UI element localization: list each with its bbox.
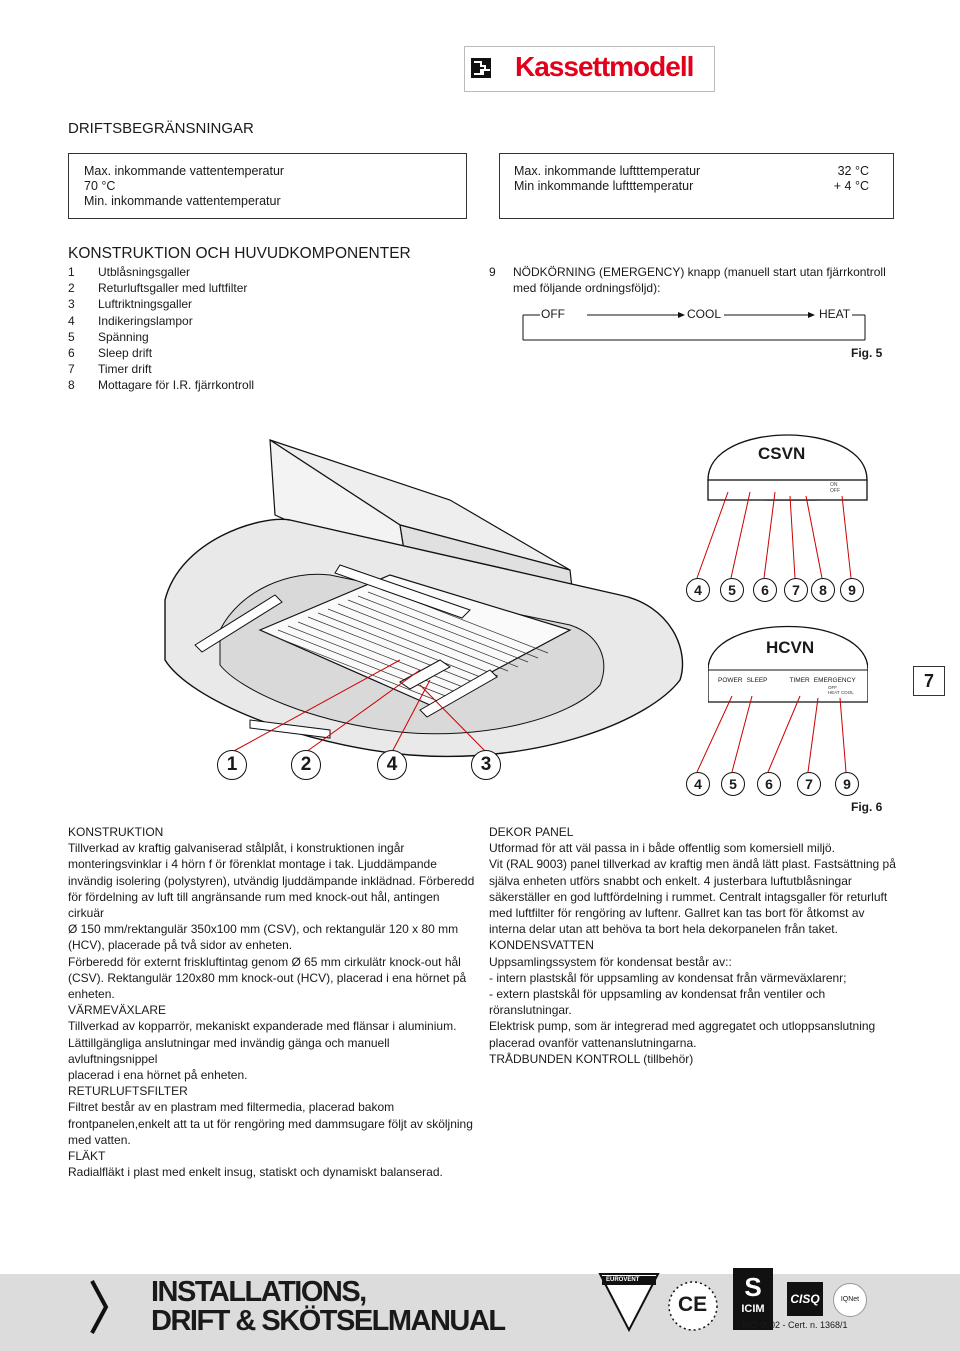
callout-circle: 3 xyxy=(471,750,501,780)
item-num: 6 xyxy=(68,346,75,361)
sequence-cool: COOL xyxy=(687,307,722,321)
left-line: KONSTRUKTION xyxy=(68,825,164,839)
item-num: 1 xyxy=(68,265,75,279)
fig5-label: Fig. 5 xyxy=(851,346,883,360)
left-line: frontpanelen,enkelt att ta ut för rengöring med dammsugare följt av sköljning xyxy=(68,1116,473,1131)
fig6-label: Fig. 6 xyxy=(851,800,883,814)
callout-circle: 1 xyxy=(217,750,247,780)
side-callout-box: 7 xyxy=(913,666,945,696)
icim-label: ICIM xyxy=(741,1303,765,1315)
panel-text xyxy=(489,824,899,1067)
icim-mark: S xyxy=(744,1272,762,1302)
callout-circle: 9 xyxy=(840,578,864,602)
left-line: placerad i ena hörnet på enheten. xyxy=(68,1068,248,1083)
hcvn-label: HCVN xyxy=(766,638,815,657)
right-line: placerad ovanför vattenanslutningarna. xyxy=(489,1035,697,1050)
csvn-on: ON xyxy=(830,482,838,488)
callout-circle: 4 xyxy=(686,772,710,796)
left-line: med vatten. xyxy=(68,1132,131,1147)
air-label: Min inkommande luftttemperatur xyxy=(514,179,694,193)
construction-text xyxy=(68,824,478,1180)
water-line-2: 70 °C xyxy=(84,179,116,193)
right-line: interna delar utan att behöva ta bort hela dekorpanelen från taket. xyxy=(489,922,838,937)
water-line-3: Min. inkommande vattentemperatur xyxy=(84,194,281,208)
callout-circle: 8 xyxy=(811,578,835,602)
cisq-logo: CISQ xyxy=(787,1282,823,1316)
right-line: Elektrisk pump, som är integrerad med aggregatet och utloppsanslutning xyxy=(489,1019,876,1034)
limits-heading: DRIFTSBEGRÄNSNINGAR xyxy=(68,120,254,137)
hcvn-off: OFF xyxy=(828,685,837,690)
right-line: Uppsamlingssystem för kondensat består av:: xyxy=(489,954,732,969)
callout-circle: 6 xyxy=(757,772,781,796)
right-line: själva enheten utförs snabbt och enkelt. 4 justerbara luftutblåsningar xyxy=(489,873,852,888)
brand-title: Kassettmodell xyxy=(515,51,694,82)
item-num: 2 xyxy=(68,281,75,296)
left-line: enheten. xyxy=(68,987,115,1002)
left-line: FLÄKT xyxy=(68,1149,106,1164)
item-num: 5 xyxy=(68,329,75,344)
left-line: RETURLUFTSFILTER xyxy=(68,1084,188,1099)
right-line: TRÅDBUNDEN KONTROLL (tillbehör) xyxy=(489,1051,694,1066)
item-label: Timer drift xyxy=(98,362,152,377)
callout-circle: 6 xyxy=(753,578,777,602)
footer-title-line: INSTALLATIONS, xyxy=(151,1276,366,1308)
air-value: + 4 °C xyxy=(833,179,869,193)
eurovent-logo xyxy=(598,1272,660,1334)
right-line: röranslutningar. xyxy=(489,1003,572,1018)
hcvn-heat: HEAT xyxy=(828,690,840,695)
emergency-line: med följande ordningsföljd): xyxy=(513,281,661,296)
left-line: för fördelning av luft till angränsande rum med knock-out hål, antingen cirkuär xyxy=(68,889,440,921)
callout-circle: 4 xyxy=(686,578,710,602)
sequence-heat: HEAT xyxy=(819,307,851,321)
hcvn-cool: COOL xyxy=(840,690,854,695)
item-label: Returluftsgaller med luftfilter xyxy=(98,281,248,296)
callout-circle: 7 xyxy=(784,578,808,602)
emergency-num: 9 xyxy=(489,265,496,279)
left-line: VÄRMEVÄXLARE xyxy=(68,1003,167,1018)
footer-title xyxy=(151,1278,505,1336)
footer-title-line: DRIFT & SKÖTSELMANUAL xyxy=(151,1305,505,1337)
right-line: Utformad för att väl passa in i både offentlig som komersiell miljö. xyxy=(489,841,835,856)
water-line-1: Max. inkommande vattentemperatur xyxy=(84,164,285,178)
iqnet-logo: IQNet xyxy=(833,1283,867,1317)
iso-text: ISO 9002 - Cert. n. 1368/1 xyxy=(742,1320,848,1330)
left-line: (HCV), placerade på två sidor av enheten. xyxy=(68,938,293,953)
item-num: 3 xyxy=(68,297,75,312)
item-label: Luftriktningsgaller xyxy=(98,297,193,312)
callout-circle: 9 xyxy=(835,772,859,796)
csvn-off: OFF xyxy=(830,488,840,494)
left-line: (CSV). Rektangulär 120x80 mm knock-out (HCV), placerad i ena hörnet på xyxy=(68,970,467,985)
right-line: säkerställer en god luftfördelning i rummet. Centralt intagsgaller för returluft xyxy=(489,889,888,904)
hcvn-emergency: EMERGENCY xyxy=(813,677,856,684)
left-line: Radialfläkt i plast med enkelt insug, statiskt och dynamiskt balanserad. xyxy=(68,1165,443,1180)
left-line: Tillverkad av kopparrör, mekaniskt expanderade med flänsar i aluminium. xyxy=(68,1019,457,1034)
emergency-line: NÖDKÖRNING (EMERGENCY) knapp (manuell start utan fjärrkontroll xyxy=(513,265,886,279)
item-num: 8 xyxy=(68,378,75,393)
air-label: Max. inkommande luftttemperatur xyxy=(514,164,701,178)
callout-circle: 5 xyxy=(720,578,744,602)
eurovent-label: EUROVENT xyxy=(606,1277,640,1283)
item-label: Indikeringslampor xyxy=(98,313,193,328)
left-line: monteringsvinklar i 4 hörn f ör förenklat montage i tak. Ljuddämpande xyxy=(68,857,437,872)
item-num: 7 xyxy=(68,362,75,377)
left-line: Filtret består av en plastram med filtermedia, placerad bakom xyxy=(68,1100,395,1115)
left-line: Ø 150 mm/rektangulär 350x100 mm (CSV), och rektangulär 120 x 80 mm xyxy=(68,922,459,937)
air-value: 32 °C xyxy=(837,164,869,178)
left-line: Lättillgängliga anslutningar med invändig gänga och manuell avluftningsnippel xyxy=(68,1035,390,1066)
callout-circle: 2 xyxy=(291,750,321,780)
callout-circle: 4 xyxy=(377,750,407,780)
left-line: invändig isolering (polystyren), utvändig ljuddämpande inklädnad. Förberedd xyxy=(68,873,475,888)
ce-logo xyxy=(667,1280,719,1332)
item-label: Mottagare för I.R. fjärrkontroll xyxy=(98,378,255,393)
hcvn-timer: TIMER xyxy=(789,677,810,684)
ce-label: CE xyxy=(678,1293,708,1316)
right-line: Vit (RAL 9003) panel tillverkad av kraftig men ändå lätt plast. Fastsättning på xyxy=(489,857,896,872)
left-line: Tillverkad av kraftig galvaniserad stålplåt, i konstruktionen ingår xyxy=(68,841,405,856)
item-label: Sleep drift xyxy=(98,346,153,361)
chevron-right-icon xyxy=(88,1277,112,1337)
right-line: med luftfilter för rengöring av luftenr. Gallret kan tas bort för åtkomst av xyxy=(489,906,865,921)
right-line: - intern plastskål för uppsamling av kondensat från värmeväxlarenr; xyxy=(489,970,847,985)
csvn-label: CSVN xyxy=(758,444,806,463)
callout-circle: 7 xyxy=(797,772,821,796)
right-line: DEKOR PANEL xyxy=(489,825,574,839)
right-line: - extern plastskål för uppsamling av kondensat från ventiler och xyxy=(489,987,826,1002)
left-line: Förberedd för externt friskluftintag genom Ø 65 mm cirkulätr knock-out hål xyxy=(68,954,461,969)
hcvn-power: POWER xyxy=(718,677,743,684)
hcvn-sleep: SLEEP xyxy=(746,677,768,684)
callout-circle: 5 xyxy=(721,772,745,796)
right-line: KONDENSVATTEN xyxy=(489,938,594,953)
item-label: Spänning xyxy=(98,329,149,344)
components-heading: KONSTRUKTION OCH HUVUDKOMPONENTER xyxy=(68,245,411,262)
item-num: 4 xyxy=(68,313,75,328)
sequence-off: OFF xyxy=(541,307,565,321)
item-label: Utblåsningsgaller xyxy=(98,265,191,279)
